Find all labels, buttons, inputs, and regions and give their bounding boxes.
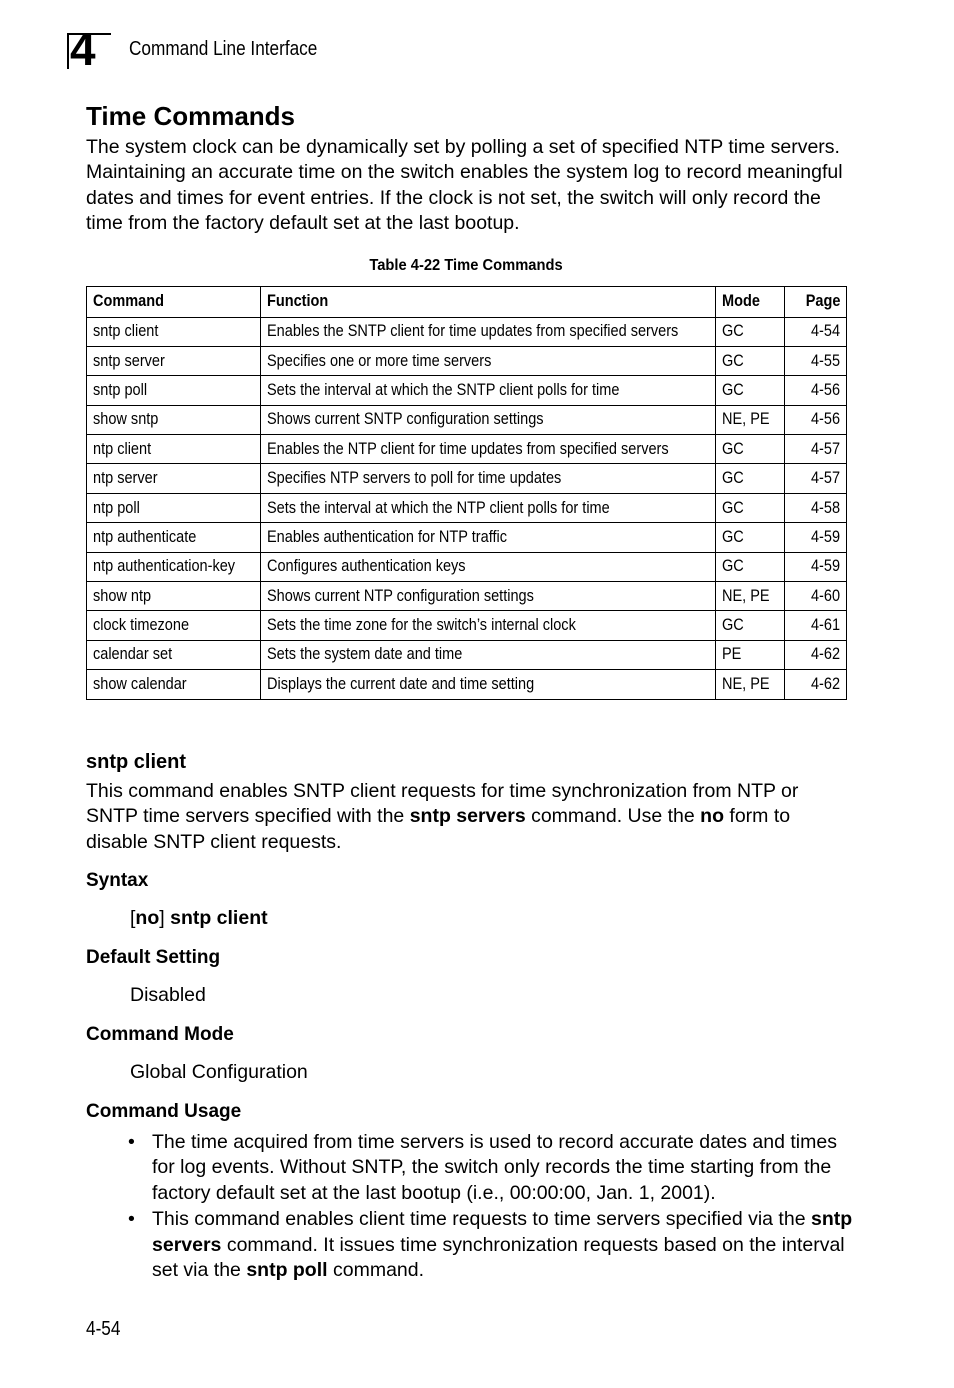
cell-function-text: Sets the system date and time xyxy=(267,645,463,664)
cell-function xyxy=(261,640,716,669)
cell-function xyxy=(261,611,716,640)
cell-page xyxy=(785,493,847,522)
header-page-label: Page xyxy=(805,292,840,311)
cell-page-text: 4-61 xyxy=(810,616,840,635)
cell-function xyxy=(261,464,716,493)
cell-function xyxy=(261,493,716,522)
syntax-close-bracket: ] xyxy=(159,907,171,929)
table-row xyxy=(87,640,847,669)
table-row xyxy=(87,376,847,405)
cell-page xyxy=(785,346,847,375)
cell-mode-text: GC xyxy=(722,557,744,576)
cell-mode-text: GC xyxy=(722,380,744,399)
cell-command xyxy=(87,464,261,493)
usage-bold-sntp-servers: sntp servers xyxy=(152,1208,853,1256)
cell-mode-text: GC xyxy=(722,439,744,458)
cell-function-text: Sets the time zone for the switch’s internal clock xyxy=(267,616,576,635)
command-usage-heading: Command Usage xyxy=(86,1101,242,1122)
desc-bold-sntp-servers: sntp servers xyxy=(409,805,526,828)
header-page xyxy=(785,287,847,318)
cell-function xyxy=(261,317,716,346)
cell-function-text: Shows current SNTP configuration settings xyxy=(267,410,544,429)
usage-item-text: The time acquired from time servers is used to record accurate dates and times for log events. Without SNTP, the switch only records the time starting from the factory default set at the last bootup (i.e., 00:00:00, Jan. 1, 2001). xyxy=(152,1131,837,1204)
cell-page xyxy=(785,582,847,611)
cell-function-text: Enables authentication for NTP traffic xyxy=(267,527,507,546)
table-row xyxy=(87,346,847,375)
cell-page xyxy=(785,405,847,434)
cell-mode xyxy=(716,376,785,405)
cell-command xyxy=(87,435,261,464)
syntax-command: sntp client xyxy=(170,907,268,929)
cell-page-text: 4-59 xyxy=(810,527,840,546)
bullet-glyph: • xyxy=(128,1208,135,1231)
cell-mode xyxy=(716,523,785,552)
cell-function xyxy=(261,346,716,375)
cell-command-text: ntp authenticate xyxy=(93,527,197,546)
cell-function xyxy=(261,582,716,611)
cell-page-text: 4-56 xyxy=(810,380,840,399)
usage-item-text-b: command. It issues time synchronization requests based on the interval set via the xyxy=(152,1233,845,1281)
table-row xyxy=(87,552,847,581)
cell-page-text: 4-56 xyxy=(810,410,840,429)
cell-page xyxy=(785,670,847,699)
cell-command-text: ntp server xyxy=(93,469,158,488)
cell-mode xyxy=(716,405,785,434)
cell-function-text: Enables the NTP client for time updates from specified servers xyxy=(267,439,669,458)
cell-command xyxy=(87,493,261,522)
cell-page-text: 4-55 xyxy=(810,351,840,370)
cell-mode-text: GC xyxy=(722,498,744,517)
cell-page xyxy=(785,640,847,669)
cell-page xyxy=(785,523,847,552)
cell-function xyxy=(261,552,716,581)
cell-page xyxy=(785,435,847,464)
cell-command-text: show ntp xyxy=(93,586,152,605)
chapter-number: 4 xyxy=(70,23,96,75)
usage-bold-sntp-poll: sntp poll xyxy=(246,1258,328,1281)
cell-command-text: ntp client xyxy=(93,439,152,458)
cell-mode xyxy=(716,464,785,493)
page-number: 4-54 xyxy=(86,1318,121,1340)
syntax-line xyxy=(130,907,268,930)
command-name-heading: sntp client xyxy=(86,751,187,773)
command-mode-heading: Command Mode xyxy=(86,1024,234,1045)
cell-mode-text: GC xyxy=(722,322,744,341)
cell-page xyxy=(785,464,847,493)
section-intro: The system clock can be dynamically set by polling a set of specified NTP time servers. Maintaining an accurate time on the switch enables the system log to record meaningful dates and times for event entries. If the clock is not set, the switch will only record the time from the factory default set at the last bootup. xyxy=(86,136,843,234)
table-row xyxy=(87,611,847,640)
table-row xyxy=(87,670,847,699)
cell-mode-text: GC xyxy=(722,469,744,488)
header-command-label: Command xyxy=(93,292,164,311)
cell-function-text: Enables the SNTP client for time updates from specified servers xyxy=(267,322,679,341)
usage-item-text-c: command. xyxy=(327,1258,425,1281)
table-row xyxy=(87,523,847,552)
cell-mode xyxy=(716,493,785,522)
desc-text-3: form to disable SNTP client requests. xyxy=(86,805,791,853)
cell-mode xyxy=(716,611,785,640)
cell-command xyxy=(87,611,261,640)
cell-page xyxy=(785,552,847,581)
syntax-no-keyword: no xyxy=(135,907,160,929)
command-usage-list xyxy=(126,1130,856,1285)
cell-command xyxy=(87,317,261,346)
cell-mode xyxy=(716,552,785,581)
desc-text-1: This command enables SNTP client requests for time synchronization from NTP or SNTP time servers specified with the xyxy=(86,780,799,828)
cell-command xyxy=(87,523,261,552)
cell-command xyxy=(87,552,261,581)
default-setting-value: Disabled xyxy=(130,984,206,1006)
syntax-heading: Syntax xyxy=(86,870,149,891)
cell-function-text: Configures authentication keys xyxy=(267,557,466,576)
syntax-open-bracket: [ xyxy=(130,907,136,929)
cell-mode-text: GC xyxy=(722,527,744,546)
cell-page xyxy=(785,376,847,405)
section-title: Time Commands xyxy=(86,101,296,131)
cell-mode-text: NE, PE xyxy=(722,410,770,429)
cell-function xyxy=(261,523,716,552)
usage-item xyxy=(126,1207,856,1283)
cell-mode xyxy=(716,670,785,699)
header-command xyxy=(87,287,261,318)
time-commands-table xyxy=(86,286,847,700)
cell-page-text: 4-59 xyxy=(810,557,840,576)
header-mode xyxy=(716,287,785,318)
cell-command-text: ntp poll xyxy=(93,498,140,517)
table-caption: Table 4-22 Time Commands xyxy=(369,257,563,274)
cell-function-text: Displays the current date and time setting xyxy=(267,674,535,693)
cell-command-text: sntp client xyxy=(93,322,159,341)
cell-mode xyxy=(716,640,785,669)
cell-page xyxy=(785,611,847,640)
cell-page-text: 4-62 xyxy=(810,645,840,664)
cell-command-text: sntp server xyxy=(93,351,165,370)
desc-text-2: command. Use the xyxy=(525,805,701,828)
header-function-label: Function xyxy=(267,292,329,311)
default-setting-heading: Default Setting xyxy=(86,947,221,968)
cell-mode-text: PE xyxy=(722,645,742,664)
cell-command-text: show sntp xyxy=(93,410,159,429)
cell-command xyxy=(87,346,261,375)
cell-command xyxy=(87,405,261,434)
cell-mode-text: GC xyxy=(722,351,744,370)
usage-item xyxy=(126,1130,856,1206)
cell-mode xyxy=(716,317,785,346)
table-row xyxy=(87,464,847,493)
cell-function xyxy=(261,376,716,405)
command-mode-value: Global Configuration xyxy=(130,1061,308,1083)
cell-function xyxy=(261,405,716,434)
cell-mode xyxy=(716,346,785,375)
cell-function xyxy=(261,670,716,699)
table-row xyxy=(87,435,847,464)
table-row xyxy=(87,493,847,522)
cell-page-text: 4-60 xyxy=(810,586,840,605)
cell-page-text: 4-57 xyxy=(810,469,840,488)
table-row xyxy=(87,405,847,434)
desc-bold-no: no xyxy=(700,805,724,828)
cell-mode-text: NE, PE xyxy=(722,586,770,605)
cell-page-text: 4-57 xyxy=(810,439,840,458)
cell-command xyxy=(87,376,261,405)
cell-command-text: sntp poll xyxy=(93,380,148,399)
cell-mode-text: GC xyxy=(722,616,744,635)
cell-command-text: clock timezone xyxy=(93,616,190,635)
cell-function-text: Specifies NTP servers to poll for time updates xyxy=(267,469,562,488)
chapter-marker-left-rule xyxy=(67,33,69,69)
usage-item-text-a: This command enables client time requests to time servers specified via the xyxy=(152,1208,811,1231)
cell-page xyxy=(785,317,847,346)
running-header: Command Line Interface xyxy=(129,38,318,60)
cell-command xyxy=(87,582,261,611)
cell-function-text: Sets the interval at which the NTP client polls for time xyxy=(267,498,610,517)
table-header-row xyxy=(87,287,847,318)
cell-mode xyxy=(716,435,785,464)
cell-function-text: Shows current NTP configuration settings xyxy=(267,586,534,605)
cell-command-text: ntp authentication-key xyxy=(93,557,236,576)
bullet-glyph: • xyxy=(128,1131,135,1153)
cell-mode xyxy=(716,582,785,611)
cell-command-text: show calendar xyxy=(93,674,187,693)
cell-command xyxy=(87,640,261,669)
cell-mode-text: NE, PE xyxy=(722,674,770,693)
cell-function-text: Specifies one or more time servers xyxy=(267,351,492,370)
cell-command-text: calendar set xyxy=(93,645,173,664)
table-body xyxy=(87,317,847,699)
cell-page-text: 4-54 xyxy=(810,322,840,341)
cell-page-text: 4-62 xyxy=(810,674,840,693)
cell-page-text: 4-58 xyxy=(810,498,840,517)
cell-function-text: Sets the interval at which the SNTP client polls for time xyxy=(267,380,620,399)
header-mode-label: Mode xyxy=(722,292,760,311)
cell-command xyxy=(87,670,261,699)
command-description xyxy=(86,779,854,855)
table-row xyxy=(87,582,847,611)
header-function xyxy=(261,287,716,318)
table-row xyxy=(87,317,847,346)
cell-function xyxy=(261,435,716,464)
